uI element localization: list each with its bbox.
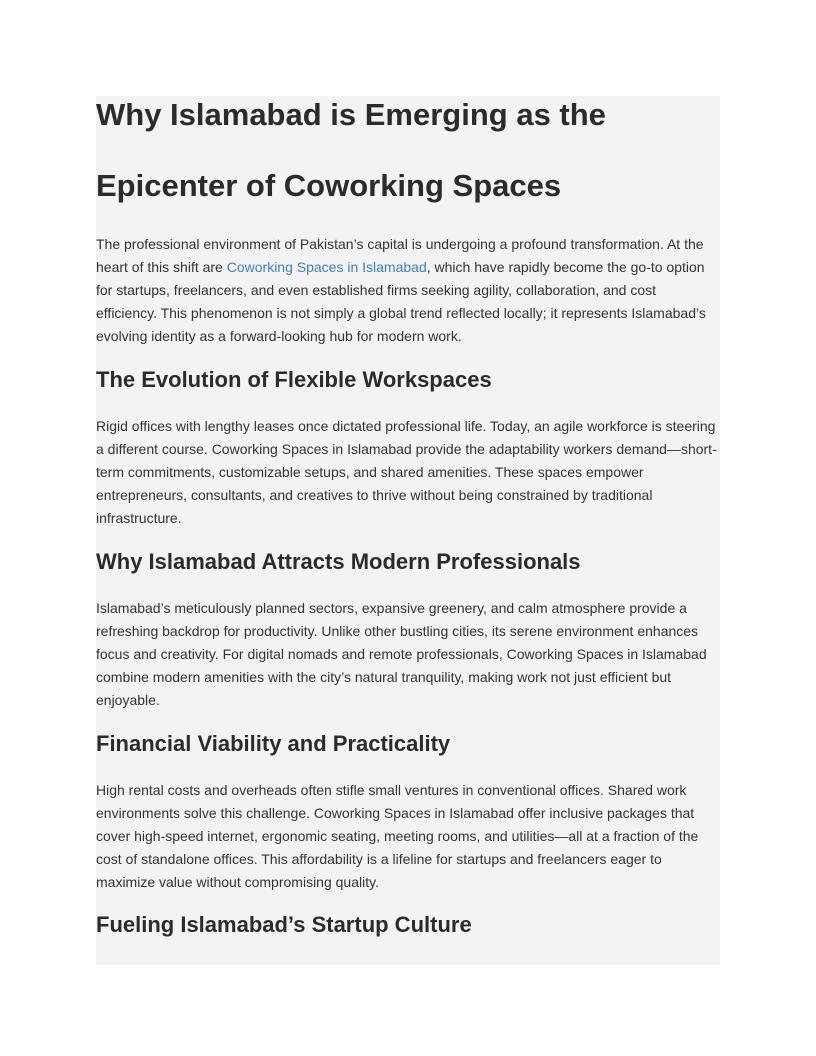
intro-paragraph	[96, 233, 720, 348]
section-paragraph-evolution: Rigid offices with lengthy leases once dictated professional life. Today, an agile workforce is steering a different course. Coworking Spaces in Islamabad provide the adaptability workers demand—short-term commitments, customizable setups, and shared amenities. These spaces empower entrepreneurs, consultants, and creatives to thrive without being constrained by traditional infrastructure.	[96, 418, 717, 526]
document-page	[96, 96, 720, 965]
intro-text-before-link: The professional environment of Pakistan’s capital is undergoing a profound transformation. At the heart of this shift are	[96, 236, 704, 275]
section-heading-modern-professionals: Why Islamabad Attracts Modern Professionals	[96, 549, 581, 574]
section-paragraph-modern-professionals: Islamabad’s meticulously planned sectors, expansive greenery, and calm atmosphere provide a refreshing backdrop for productivity. Unlike other bustling cities, its serene environment enhances focus and creativity. For digital nomads and remote professionals, Coworking Spaces in Islamabad combine modern amenities with the city’s natural tranquility, making work not just efficient but enjoyable.	[96, 600, 707, 708]
coworking-spaces-link[interactable]: Coworking Spaces in Islamabad	[226, 259, 427, 275]
section-heading-evolution: The Evolution of Flexible Workspaces	[96, 367, 492, 392]
page-title: Why Islamabad is Emerging as the Epicenter of Coworking Spaces	[96, 97, 606, 203]
section-paragraph-financial-viability: High rental costs and overheads often stifle small ventures in conventional offices. Shared work environments solve this challenge. Coworking Spaces in Islamabad offer inclusive packages that cover high-speed internet, ergonomic seating, meeting rooms, and utilities—all at a fraction of the cost of standalone offices. This affordability is a lifeline for startups and freelancers eager to maximize value without compromising quality.	[96, 782, 699, 890]
section-heading-financial-viability: Financial Viability and Practicality	[96, 731, 451, 756]
section-heading-startup-culture: Fueling Islamabad’s Startup Culture	[96, 912, 472, 937]
intro-text-after-link: , which have rapidly become the go-to option for startups, freelancers, and even established firms seeking agility, collaboration, and cost efficiency. This phenomenon is not simply a global trend reflected locally; it represents Islamabad’s evolving identity as a forward-looking hub for modern work.	[96, 259, 706, 344]
